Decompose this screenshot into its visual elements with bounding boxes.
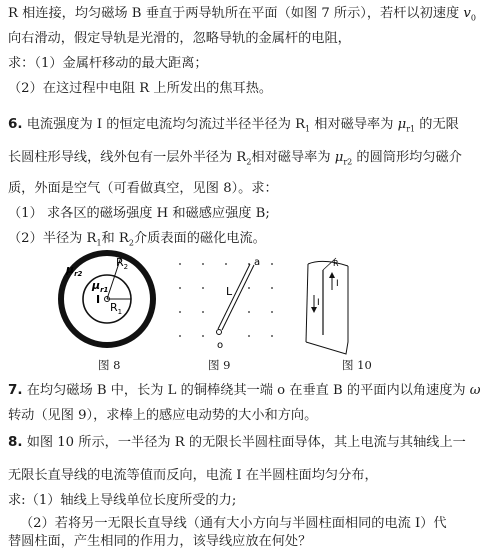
text-line: 替圆柱面，产生相同的作用力，该导线应放在何处？ [8, 534, 312, 549]
fig8-I-label: I [96, 293, 101, 306]
subscript: 2 [128, 238, 134, 248]
fig10-caption: 图 10 [342, 358, 372, 372]
text-segment: 和 R [101, 231, 129, 246]
right-edge [306, 266, 348, 354]
text-segment: 的无限 [415, 117, 459, 132]
figure-8 [61, 253, 153, 345]
arrow-head-1 [329, 272, 335, 278]
subscript: r1 [406, 124, 416, 134]
fig8-mu2-label: $\mu_{r2}$ [66, 263, 83, 278]
text-line: （2）若将另一无限长直导线（通有大小方向与半圆柱面相同的电流 I）代 [20, 516, 447, 531]
fig8-caption: 图 8 [98, 358, 121, 372]
text-segment: 长圆柱形导线，线外包有一层外半径为 R [8, 150, 247, 165]
left-edge [306, 264, 308, 342]
field-dots [179, 263, 273, 337]
subscript: 1 [305, 124, 311, 134]
question-7-line [8, 381, 481, 400]
fig9-o-label: o [217, 340, 224, 351]
fig8-mu1-label: $\mu_{r1}$ [92, 279, 109, 294]
text-segment: 的圆筒形均匀磁介 [352, 150, 462, 165]
subscript: r2 [343, 157, 353, 167]
figure-10 [306, 258, 348, 354]
text-segment: 相对磁导率为 [310, 117, 398, 132]
mu-symbol: μ [334, 150, 344, 165]
text-line [8, 149, 462, 172]
text-segment: 介质表面的磁化电流。 [133, 231, 266, 246]
fig8-R1-label: $R_1$ [110, 301, 123, 316]
fig10-R-label: R [333, 259, 339, 268]
var-v: v [463, 6, 471, 21]
text-line: 转动（见图 9），求棒上的感应电动势的大小和方向。 [8, 408, 318, 423]
question-8-line [8, 433, 466, 452]
fig10-I-label-1: I [336, 279, 339, 289]
text-line: （1） 求各区的磁场强度 H 和磁感应强度 B; [8, 206, 270, 221]
pivot-point [217, 330, 222, 335]
text-line: 向右滑动，假定导轨是光滑的，忽略导轨的金属杆的电阻， [8, 31, 351, 46]
subscript: 1 [96, 238, 102, 248]
text-line: （2）在这过程中电阻 R 上所发出的焦耳热。 [8, 81, 273, 96]
omega-symbol: ω [469, 383, 481, 398]
text-segment: 电流强度为 I 的恒定电流均匀流过半径半径为 R [22, 117, 305, 132]
text-line: 无限长直导线的电流等值而反向，电流 I 在半圆柱面均匀分布， [8, 468, 378, 483]
question-number: 7. [8, 382, 23, 398]
subscript: 0 [470, 13, 476, 23]
fig8-R2-label: $R_2$ [116, 256, 129, 271]
question-number: 8. [8, 434, 23, 450]
text-segment: 在均匀磁场 B 中，长为 L 的铜棒绕其一端 o 在垂直 B 的平面内以角速度为 [22, 383, 470, 398]
text-segment: 如图 10 所示，一半径为 R 的无限长半圆柱面导体，其上电流与其轴线上一 [22, 435, 466, 450]
fig10-I-label-2: I [317, 298, 320, 308]
text-line: 求:（1）轴线上导线单位长度所受的力; [8, 493, 237, 508]
question-number: 6. [8, 116, 23, 132]
text-line: 质，外面是空气（可看做真空，见图 8）。求： [8, 181, 278, 196]
fig9-a-label: a [254, 257, 261, 268]
mu-symbol: μ [397, 117, 407, 132]
fig9-caption: 图 9 [208, 358, 231, 372]
subscript: 2 [246, 157, 252, 167]
text-segment: 相对磁导率为 [251, 150, 335, 165]
text-segment: R 相连接，均匀磁场 B 垂直于两导轨所在平面（如图 7 所示），若杆以初速度 [8, 6, 464, 21]
text-segment: （2）半径为 R [8, 231, 97, 246]
question-6-line [8, 115, 459, 139]
fig9-L-label: L [226, 285, 233, 298]
rod-line-1 [218, 264, 250, 329]
figure-9 [179, 257, 273, 351]
text-line: 求：（1）金属杆移动的最大距离； [8, 56, 208, 71]
text-line [8, 5, 476, 28]
